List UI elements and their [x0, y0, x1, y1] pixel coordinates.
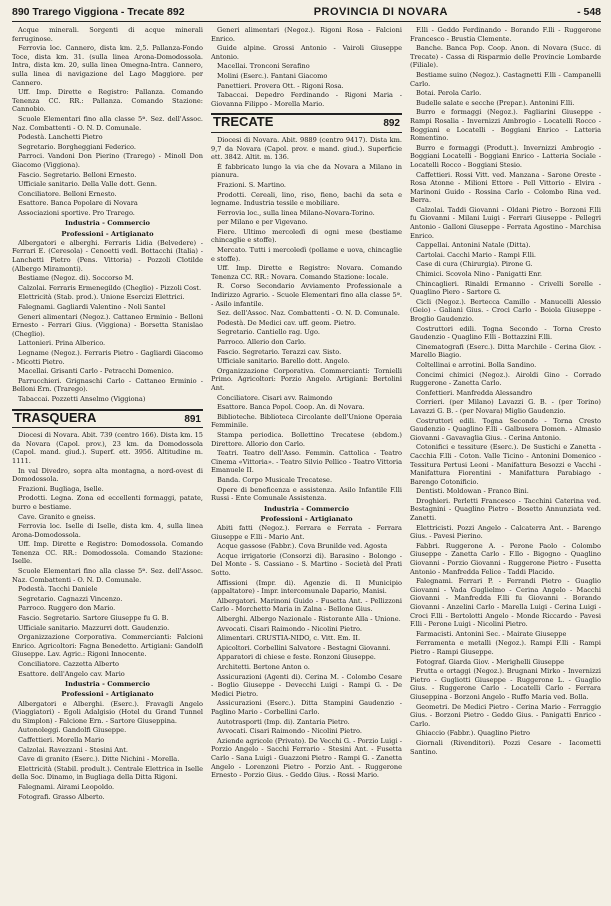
directory-entry: Apicoltori. Corbellini Salvatore - Bestagni Giovanni. [217, 643, 391, 652]
subsection-heading: Industria - Commercio [65, 680, 150, 689]
directory-entry: Acque minerali. Sorgenti di acque minerali ferruginose. [12, 26, 203, 43]
directory-entry: per Milano e per Vigevano. [217, 218, 308, 227]
directory-entry: Guide alpine. Grossi Antonio - Vairoli Giuseppe Antonio. [211, 44, 402, 61]
directory-entry: Uff. Imp. Dirette e Registro: Novara. Comando Tenenza CC. RR.: Novara. Comando Stazione: locale. [211, 264, 402, 281]
directory-entry: Calzolai. Taddi Giovanni - Oldani Pietro - Borzoni F.lli fu Giovanni - Milani Luigi - Ferrari Giuseppe - Pellegri Antonio - Galloni Giuseppe - Ferrata Agostino - Marchisa Enrico. [410, 205, 601, 240]
directory-entry: Segretario. Cantiello rag. Ugo. [217, 328, 320, 337]
directory-entry: Ufficiale sanitario. Mazzurri dott. Gaudenzio. [18, 623, 170, 632]
directory-entry: Associazioni sportive. Pro Trarego. [18, 208, 135, 217]
directory-entry: Sez. dell'Assoc. Naz. Combattenti - O. N. D. Comunale. [217, 309, 400, 318]
directory-entry: Cotonifici e tessiture (Eserc.). De Sustichi e Zanetta - Cacchia F.lli - Coton. Valle Ticino - Antonini Domenico - Tessitura Pertusi Leoni - Manifattura Besozzi e Vacchi - Manifattura Fiorentini - Manifattura Parabiago - Barengo Cotonificio. [410, 443, 601, 486]
directory-entry: Fotografi. Grasso Alberto. [18, 792, 105, 801]
directory-entry: Tabaccai. Depedro Ferdinando - Rigoni Maria - Giovanna Filippo - Morella Mario. [211, 91, 402, 108]
section-name: TRASQUERA [14, 409, 97, 425]
directory-entry: Avvocati. Cisari Raimondo - Nicolini Pietro. [217, 727, 362, 736]
directory-entry: Coltellinai e arrotini. Bolla Sandino. [416, 360, 537, 369]
directory-entry: Cicli (Negoz.). Bertecca Camillo - Manucelli Alessio (Geio) - Galiani Gius. - Croci Carlo - Boiola Giuseppe - Broglio Gaudenzio. [410, 297, 601, 323]
page-header [12, 6, 601, 22]
directory-entry: Stampa periodica. Bollettino Trecatese (ebdom.) Direttore. Allorio don Carlo. [211, 430, 402, 448]
directory-entry: Conciliatore. Cazzetta Alberto [18, 660, 119, 668]
directory-entry: Conciliatore. Belloni Ernesto. [18, 189, 117, 198]
directory-entry: Cinematografi (Eserc.). Ditta Marchile - Cerina Giov. - Marello Biagio. [410, 342, 601, 360]
directory-entry: Podestà. De Medici cav. uff. geom. Pietro. [217, 318, 356, 327]
directory-entry: Banche. Banca Pop. Coop. Anon. di Novara (Succ. di Trecate) - Cassa di Risparmio delle Provincie Lombarde (Filiale). [410, 44, 601, 70]
directory-entry: Organizzazione Corporativa. Commercianti: Tornielli Primo. Agricoltori: Porzio Angelo. Artigiani: Bertolini Ant. [211, 366, 402, 392]
directory-entry: Geometri. De Medici Pietro - Cerina Mario - Ferraggio Gius. - Borzoni Pietro - Geddo Gius. - Panigatti Enrico - Carlo. [410, 702, 601, 728]
directory-entry: In val Divedro, sopra alta montagna, a nord-ovest di Domodossola. [12, 466, 203, 484]
directory-entry: Farmacisti. Antonini Sec. - Mairate Giuseppe [416, 629, 567, 638]
directory-entry: Ufficiale sanitario. Della Valle dott. Genn. [18, 180, 157, 189]
directory-entry: Cave. Granito e gneiss. [18, 512, 96, 521]
trecate-entries [211, 136, 402, 780]
directory-entry: Organizzazione Corporativa. Commercianti: Falcioni Enrico. Agricoltori: Fagna Benedetto. Artigiani: Gandolfi Giuseppe. Lav. Agric.: Rigoni Innocente. [12, 633, 203, 659]
directory-entry: Affissioni (Impr. di). Agenzie di. Il Municipio (appaltatore) - Impr. intercomunale Dapario, Manisi. [211, 578, 402, 596]
directory-entry: Segretario. Borgheggiani Federico. [18, 142, 136, 151]
directory-entry: Tabaccai. Pozzetti Anselmo (Viggiona) [18, 394, 146, 403]
directory-entry: Podestà. Tacchi Daniele [18, 585, 98, 594]
directory-entry: Cartolai. Cacchi Mario - Rampi F.lli. [416, 250, 537, 259]
directory-entry: Aziende agricole (Privato). De Vecchi G. - Porzio Luigi - Porzio Angelo - Sacchi Ferrario - Stesini Ant. - Fusetta Carlo - Sana Luigi - Guazzoni Pietro - Rampi G. - Zanetta Angelo - Lorenzoni Pietro - Porzio Ant. - Ruggerone Ernesto - Porzio Gius. - Geddo Gius. - Rossi Mario. [211, 736, 402, 780]
directory-entry: Autonoleggi. Gandolfi Giuseppe. [18, 726, 127, 735]
directory-entry: Generi alimentari (Negoz.). Rigoni Rosa - Falcioni Enrico. [211, 26, 402, 43]
directory-entry: F.lli - Geddo Ferdinando - Borando F.lli - Ruggerone Francesco - Brustia Clemente. [410, 26, 601, 43]
directory-entry: Albergatori e alberghi. Ferraris Lidia (Belvedere) - Ferrari E. (Ceresola) - Cenoetti vedl. Bottacchi (Italia) - Lanchetti Pietro (Pens. Vittoria) - Pozzoli Clotilde (Albergo Miramonti). [12, 238, 203, 273]
directory-entry: Falegnami. Ferrari P. - Ferrandi Pietro - Guaglio Giovanni - Vada Guglielmo - Cerina Angelo - Macchi Giovanni - Manfredda F.lli fu Giovanni - Borando Giovanni - Anzelini Carlo - Marella Luigi - Cerina Luigi - Croci F.lli - Bertolotti Angelo - Monde Riccardo - Pavesi F.lli - Perone Luigi - Nicolini Pietro. [410, 577, 601, 629]
directory-entry: Esattore. Banca Popol. Coop. An. di Novara. [217, 403, 365, 412]
directory-entry: Parrucchieri. Grignaschi Carlo - Cattaneo Erminio - Belloni Ern. (Trarego). [12, 376, 203, 394]
directory-entry: Corrieri. (per Milano) Lavazzi G. B. - (per Torino) Lavazzi G. B. - (per Novara) Miglio Gaudenzio. [410, 398, 601, 415]
directory-entry: Elettricisti. Pozzi Angelo - Calcaterra Ant. - Barengo Gius. - Pavesi Pierino. [410, 523, 601, 541]
directory-entry: Segretario. Cagnazzi Vincenzo. [18, 594, 123, 603]
directory-entry: Caffettieri. Morella Mario [18, 735, 105, 744]
trasquera-continued-entries [211, 26, 402, 108]
subsection-heading: Industria - Commercio [264, 504, 349, 513]
directory-entry: Prodotti. Cereali, lino, riso, fieno, bachi da seta e legname. Industria tessile e mobiliare. [211, 190, 402, 208]
directory-entry: Chimici. Scovola Nino - Panigatti Enr. [416, 270, 542, 279]
directory-entry: Scuole Elementari fino alla classe 5ª. Sez. dell'Assoc. Naz. Combattenti - O. N. D. Comunale. [12, 114, 203, 132]
column-2 [211, 26, 402, 906]
directory-entry: Panettieri. Provera Ott. - Rigoni Rosa. [217, 81, 344, 90]
directory-entry: Droghieri. Perletti Francesco - Tacchini Caterina ved. Bestagnini - Quaglino Pietro - Bosetto Annunziata ved. Zanetti. [410, 496, 601, 523]
section-number: 891 [184, 413, 201, 425]
directory-entry: Avvocati. Cisari Raimondo - Nicolini Pietro. [217, 624, 362, 633]
directory-entry: Conciliatore. Cisari avv. Raimondo [217, 393, 333, 402]
directory-entry: Ferramenta e metalli (Negoz.). Rampi F.lli - Rampi Pietro - Rampi Giuseppe. [410, 639, 601, 656]
directory-entry: Macellai. Tronconi Serafino [217, 62, 310, 71]
section-heading-trasquera [12, 409, 203, 429]
directory-entry: Autotrasporti (Imp. di). Zantaria Pietro. [217, 717, 350, 726]
directory-entry: Ferrovia loc. Cannero, dista km. 2,5. Pallanza-Fondo Toce, dista km. 31. (sulla linea Arona-Domodossola. Intra, dista km. 20, sulla linea Omegna-Intra. Cannero, sulla linea di navigazione del Lago Maggiore. per Cannero. [12, 44, 203, 87]
trecate-continued-entries [410, 26, 601, 756]
directory-entry: Mercato. Tutti i mercoledì (pollame e uova, chincaglie e stoffe). [211, 246, 402, 263]
header-left: 890 Trarego Viggiona - Trecate 892 [12, 6, 185, 18]
directory-entry: Biblioteche. Biblioteca Circolante dell'Unione Operaia Femminile. [211, 412, 402, 430]
directory-entry: Esattore. Banca Popolare di Novara [18, 199, 138, 208]
directory-entry: Lattonieri. Prina Alberico. [18, 339, 106, 348]
directory-entry: Costruttori edili. Togna Secondo - Torna Cresto Gaudenzio - Quaglino F.lli - Bottazzini F.lli. [410, 324, 601, 342]
directory-entry: Assicurazioni (Eserc.). Ditta Stampini Gaudenzio - Paglino Mario - Corbellini Carlo. [211, 699, 402, 716]
directory-entry: Albergatori e Alberghi. (Eserc.). Fravagli Angelo (Viaggiatori) - Egoli Adalgisio (Hotel du Grand Tunnel du Simplon) - Falcione Ern. - Sartore Giuseppina. [12, 699, 203, 725]
directory-entry: Frutta e ortaggi (Negoz.). Brugnani Mirko - Invernizzi Pietro - Gugliotti Giuseppe - Ruggerone L. - Guaglio Gius. - Ruggerone Carlo - Locatelli Carlo - Ferrara Giuseppina - Borzoni Angelo - Ruffo Maria ved. Bolla. [410, 667, 601, 701]
directory-entry: Botai. Perola Carlo. [416, 89, 482, 98]
directory-entry: Esattore. dell'Angelo cav. Mario [18, 669, 125, 678]
section-heading-trecate [211, 113, 402, 133]
directory-entry: Frazioni. S. Martino. [217, 180, 287, 189]
directory-entry: Parroci. Vandoni Don Pierino (Trarego) - Minoll Don Giacomo (Viggiona). [12, 152, 203, 169]
directory-entry: Diocesi di Novara. Abit. 739 (centro 166). Dista km. 15 da Novara (Capol. prov.), 23 km. da Domodossola (Capol. mand. giud.). Superf. ett. 3956. Altitudine m. 1111. [12, 431, 203, 465]
directory-entry: Fascio. Segretario. Belloni Ernesto. [18, 170, 137, 179]
directory-entry: Architetti. Bertone Anton o. [217, 663, 310, 671]
column-3 [410, 26, 601, 906]
directory-entry: Falegnami. Gagliardi Valentino - Noli Santel [18, 303, 166, 312]
directory-entry: Prodotti. Legna. Zona ed eccellenti formaggi, patate, burro e bestiame. [12, 494, 203, 511]
trasquera-entries [12, 431, 203, 801]
directory-entry: Podestà. Lanchetti Pietro [18, 133, 103, 142]
directory-entry: Ghiaccio (Fabbr.). Quaglino Pietro [416, 729, 531, 738]
directory-entry: Fascio. Segretario. Sartore Giuseppe fu G. B. [18, 614, 169, 623]
columns [12, 26, 601, 906]
directory-entry: Albergatori. Marinoni Guido - Fusetta Ant. - Pellizzoni Carlo - Morchetto Maria in Zalna - Bellone Gius. [211, 596, 402, 614]
directory-entry: R. Corso Secondario Avviamento Professionale a Indirizzo Agrario. - Scuole Elementari fino alla classe 5ª. - Asilo infantile. [211, 282, 402, 308]
directory-entry: Falegnami. Airami Leopoldo. [18, 782, 115, 791]
directory-entry: Uff. Imp. Dirette e Registro: Domodossola. Comando Tenenza CC. RR.: Domodossola. Comando Stazione: Iselle. [12, 540, 203, 566]
directory-entry: Budelle salate e secche (Prepar.). Antonini F.lli. [416, 98, 575, 107]
directory-entry: Alimentari. CRUSTIA-NIDO, c. Vitt. Em. II. [217, 634, 361, 643]
directory-entry: Parroco. Allerio don Carlo. [217, 338, 307, 346]
directory-entry: Burro e formaggi (Negoz.). Fagliarini Giuseppe - Rampi Rosalia - Invernizzi Ambrogio - Locatelli Rocco - Boggiani e Locatelli - Boggiani Enrico - Latteria Romentino. [410, 108, 601, 143]
section-name: TRECATE [213, 114, 274, 130]
directory-entry: Bestiame (Negoz. di). Soccorso M. [18, 274, 134, 283]
directory-entry: Acque gassose (Fabbr.). Cova Brunilde ved. Agosta [217, 542, 388, 551]
directory-entry: Apparatori di chiese e feste. Ronzoni Giuseppe. [217, 653, 376, 662]
directory-entry: Elettricità (Stabil. prodult.). Centrale Elettrica in Iselle della Soc. Dinamo, in Bugliaga della Ditta Rigoni. [12, 764, 203, 782]
subsection-heading: Industria - Commercio [65, 219, 150, 228]
directory-entry: Teatri. Teatro dell'Asso. Femmin. Cattolica - Teatro Cinema «Vittoria». - Teatro Silvio Pellico - Teatro Vittoria Emanuele II. [211, 449, 402, 475]
directory-entry: Generi alimentari (Negoz.). Cattaneo Erminio - Belloni Ernesto - Ferrari Gius. (Viggiona) - Borsetta Stanislao (Cheglio). [12, 312, 203, 338]
directory-entry: Parroco. Ruggero don Mario. [18, 604, 116, 613]
directory-entry: Assicurazioni (Agenti di). Cerina M. - Colombo Cesare - Boglio Giuseppe - Devecchi Luigi - Rampi G. - De Medici Pietro. [211, 672, 402, 698]
directory-entry: Confettieri. Manfredda Alessandro [416, 388, 533, 397]
directory-entry: Bestiame suino (Negoz.). Castagnetti F.lli - Campanelli Carlo. [410, 70, 601, 88]
directory-entry: Ferrovia loc. Iselle di Iselle, dista km. 4, sulla linea Arona-Domodossola. [12, 522, 203, 539]
directory-entry: Acque irrigatorie (Consorzi di). Barasino - Bolongo - Del Monte - S. Cassiano - S. Martino - Società del Prati Sotto. [211, 551, 402, 578]
directory-entry: Fiere. Ultimo mercoledì di ogni mese (bestiame chincaglie e stoffe). [211, 227, 402, 245]
directory-entry: Ufficiale sanitario. Barello dott. Angelo. [217, 357, 350, 366]
directory-entry: Calzolai. Ravezzani - Stesini Ant. [18, 745, 128, 754]
directory-entry: Ferrovia loc., sulla linea Milano-Novara-Torino. [217, 208, 375, 217]
directory-entry: Abiti fatti (Negoz.). Ferrara e Ferrata - Ferrara Giuseppe e F.lli - Mario Ant. [211, 524, 402, 541]
directory-entry: Dentisti. Moldowan - Franco Bini. [416, 487, 529, 496]
directory-entry: Diocesi di Novara. Abit. 9889 (centro 9417). Dista km. 9,7 da Novara (Capol. prov. e mand. giud.). Superficie ett. 3842. Altit. m. 136. [211, 135, 402, 162]
directory-entry: Elettricità (Stab. prod.). Unione Esercizi Elettrici. [18, 293, 185, 302]
directory-entry: Scuole Elementari fino alla classe 5ª. Sez. dell'Assoc. Naz. Combattenti - O. N. D. Comunale. [12, 567, 203, 584]
directory-entry: Fotograf. Giarda Giov. - Merighelli Giuseppe [416, 657, 564, 666]
directory-entry: Opere di beneficenza e assistenza. Asilo Infantile F.lli Russi - Ente Comunale Assistenza. [211, 485, 402, 503]
directory-entry: È fabbricato lungo la via che da Novara a Milano in pianura. [211, 162, 402, 180]
directory-entry: Legname (Negoz.). Ferraris Pietro - Gagliardi Giacomo - Micotti Pietro. [12, 349, 203, 366]
directory-entry: Fabbri. Ruggerone A. - Perone Paolo - Colombo Giuseppe - Zanetta Carlo - F.llo - Bigogno - Quaglino Giovanni - Porzio Giovanni - Ruggerone Pietro - Fusetta Antonio - Manfredda Felice - Taddi Placido. [410, 541, 601, 576]
subsection-heading: Professioni - Artigianato [61, 690, 154, 699]
directory-entry: Giornali (Rivenditori). Pozzi Cesare - Iacometti Santino. [410, 738, 601, 756]
directory-entry: Cappellai. Antonini Natale (Ditta). [416, 241, 531, 250]
directory-entry: Molini (Eserc.). Fantani Giacomo [217, 71, 328, 80]
column-1 [12, 26, 203, 906]
directory-entry: Macellai. Grisanti Carlo - Petracchi Domenico. [18, 367, 174, 376]
subsection-heading: Professioni - Artigianato [260, 514, 353, 523]
directory-entry: Burro e formaggi (Produtt.). Invernizzi Ambrogio - Boggiani Locatelli - Boggiani Enrico - Latteria Sociale - Locatelli Rocco - Boggiani Stesio. [410, 143, 601, 169]
directory-entry: Banda. Corpo Musicale Trecatese. [217, 475, 333, 484]
header-center: PROVINCIA DI NOVARA [313, 6, 448, 18]
directory-entry: Uff. Imp. Dirette e Registro: Pallanza. Comando Tenenza CC. RR.: Pallanza. Comando Stazione: Cannobio. [12, 88, 203, 114]
directory-entry: Concimi chimici (Negoz.). Airoldi Gino - Corrado Ruggerone - Zanetta Carlo. [410, 370, 601, 388]
directory-entry: Chincaglieri. Rinaldi Ermanno - Crivelli Sorelle - Quaglino Piero - Sartore G. [410, 279, 601, 297]
directory-entry: Alberghi. Albergo Nazionale - Ristorante Alla - Unione. [217, 615, 401, 624]
directory-entry: Caffettieri. Rossi Vitt. ved. Manzana - Sarone Oreste - Rosa Atonne - Milioni Ettore - Pell Vittorio - Elvira - Marinoni Guido - Rossina Carlo - Colombo Rina ved. Berra. [410, 170, 601, 205]
directory-entry: Costruttori edili. Togna Secondo - Torna Cresto Gaudenzio - Quaglino F.lli - Galbusera Domen. - Almasio Giovanni - Gavavaglia Gius. - Cerina Antonio. [410, 416, 601, 442]
subsection-heading: Professioni - Artigianato [61, 229, 154, 238]
trarego-entries [12, 26, 203, 404]
directory-entry: Cave di granito (Eserc.). Ditte Nichini - Morella. [18, 755, 180, 764]
section-number: 892 [383, 118, 400, 130]
directory-entry: Frazioni. Bugliaga, Iselle. [18, 484, 104, 493]
directory-entry: Calzolai. Ferraris Ermenegildo (Cheglio) - Pizzoli Cost. [18, 283, 202, 292]
directory-entry: Case di cura (Chirurgia). Pirone G. [416, 260, 533, 269]
directory-entry: Fascio. Segretario. Terazzi cav. Sisto. [217, 347, 342, 356]
header-right: - 548 [577, 6, 601, 18]
